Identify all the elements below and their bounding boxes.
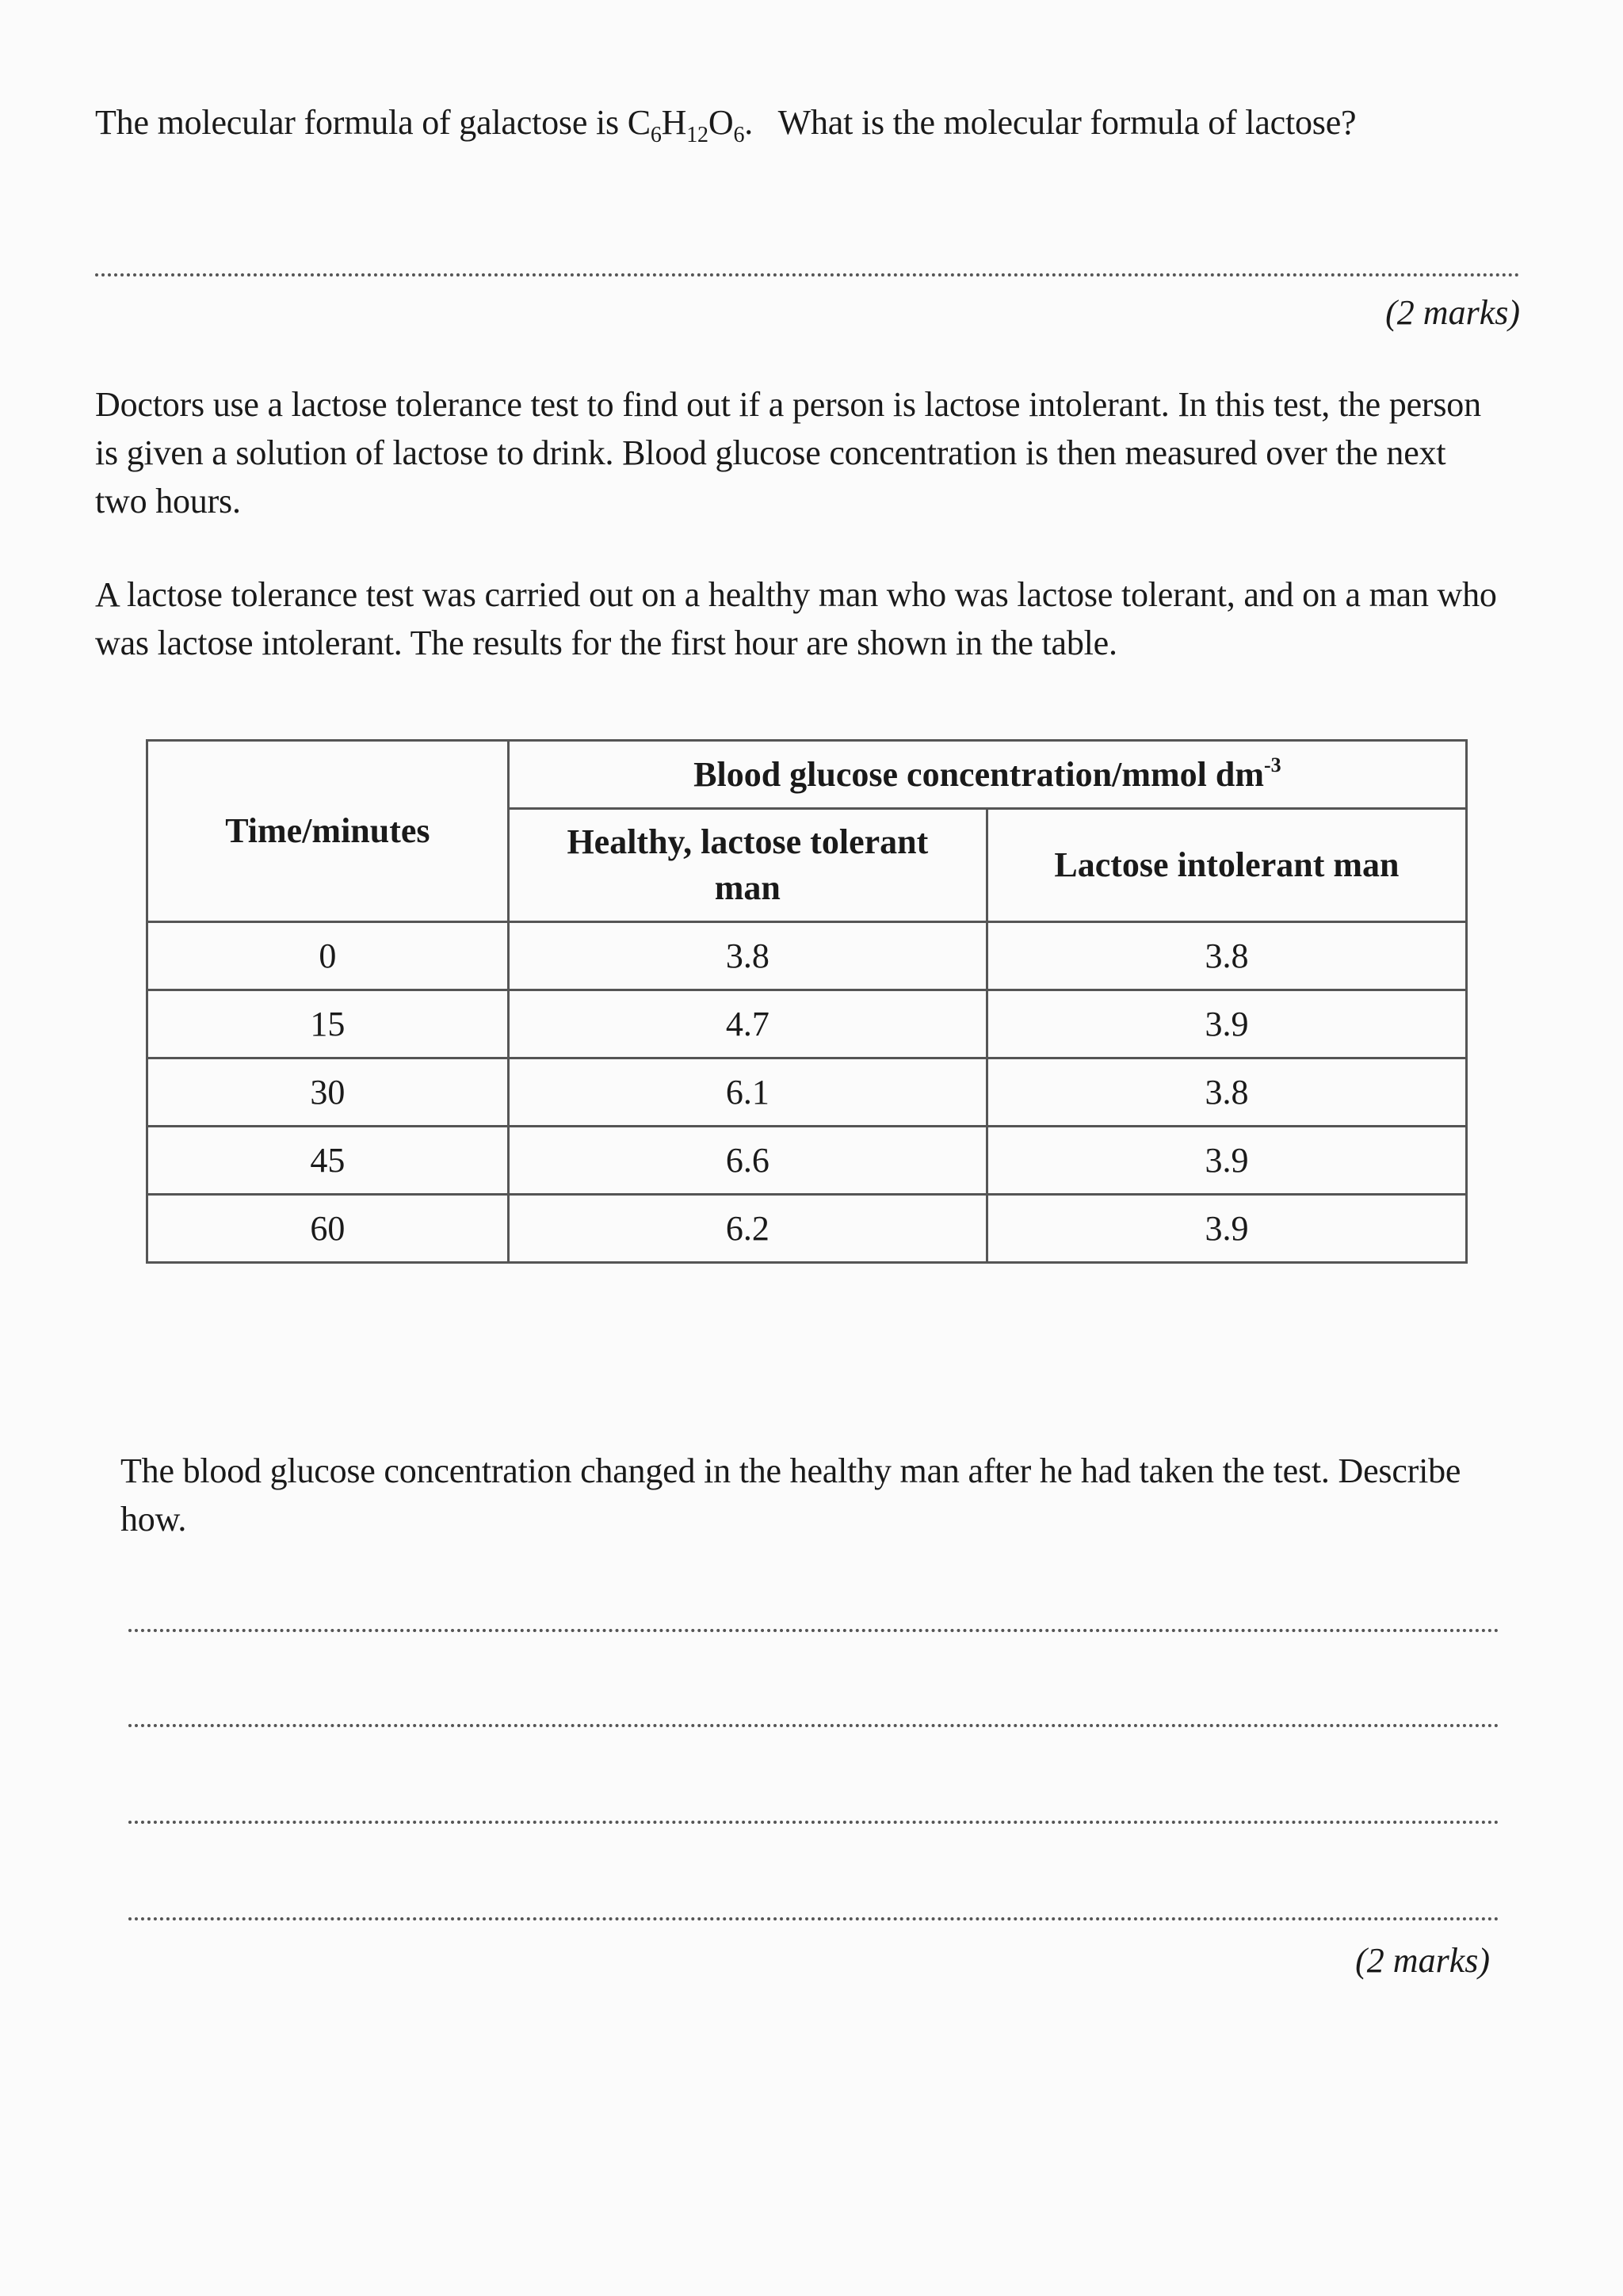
q2-answer-line-4[interactable]: [128, 1917, 1499, 1920]
intolerant-header: Lactose intolerant man: [987, 809, 1466, 922]
q2-answer-line-2[interactable]: [128, 1724, 1499, 1727]
q1-formula-intro: The molecular formula of galactose is: [95, 103, 628, 142]
q2-marks: (2 marks): [1355, 1941, 1490, 1980]
concentration-header: Blood glucose concentration/mmol $dm^{-3}$: [508, 741, 1466, 809]
q1-question: [95, 98, 1537, 147]
galactose-formula: $C_6H_{12}O_6$: [627, 103, 745, 147]
q2-answer-line-1[interactable]: [128, 1629, 1499, 1632]
time-cell: 15: [147, 990, 509, 1058]
healthy-cell: 4.7: [508, 990, 987, 1058]
intolerant-cell: 3.9: [987, 1195, 1466, 1263]
q1-answer-line[interactable]: [95, 273, 1520, 277]
table-row: [147, 1195, 1467, 1263]
intolerant-cell: 3.8: [987, 922, 1466, 990]
intro-paragraph: Doctors use a lactose tolerance test to find out if a person is lactose intolerant. In this test, the person is given a solution of lactose to drink. Blood glucose concentration is then measured over the next two hours.: [95, 385, 1481, 521]
table-row: [147, 990, 1467, 1058]
healthy-cell: 6.2: [508, 1195, 987, 1263]
results-table: [146, 739, 1468, 1264]
q2-answer-line-3[interactable]: [128, 1821, 1499, 1824]
time-header: Time/minutes: [147, 741, 509, 922]
time-cell: 60: [147, 1195, 509, 1263]
time-cell: 30: [147, 1058, 509, 1127]
healthy-header: Healthy, lactose tolerant man: [508, 809, 987, 922]
healthy-cell: 6.6: [508, 1127, 987, 1195]
test-paragraph: A lactose tolerance test was carried out on a healthy man who was lactose tolerant, and on a man who was lactose intolerant. The results for the first hour are shown in the table.: [95, 575, 1497, 662]
q2-question: The blood glucose concentration changed in the healthy man after he had taken the test. Describe how.: [120, 1451, 1461, 1539]
intolerant-cell: 3.9: [987, 990, 1466, 1058]
time-cell: 45: [147, 1127, 509, 1195]
q1-marks: (2 marks): [1385, 293, 1520, 332]
intolerant-cell: 3.9: [987, 1127, 1466, 1195]
q1-question-text: . What is the molecular formula of lactose?: [744, 103, 1357, 142]
intolerant-cell: 3.8: [987, 1058, 1466, 1127]
table-row: [147, 1127, 1467, 1195]
healthy-cell: 6.1: [508, 1058, 987, 1127]
table-row: [147, 922, 1467, 990]
time-cell: 0: [147, 922, 509, 990]
healthy-cell: 3.8: [508, 922, 987, 990]
table-row: [147, 1058, 1467, 1127]
